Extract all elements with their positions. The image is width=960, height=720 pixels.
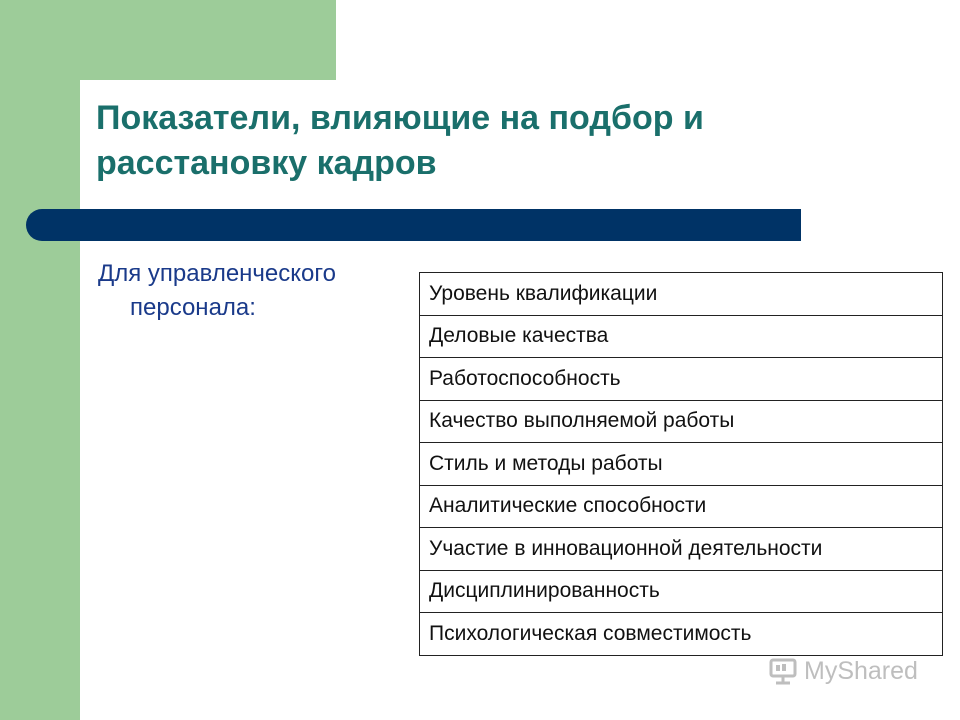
watermark-text: MyShared xyxy=(804,656,918,685)
criteria-cell: Дисциплинированность xyxy=(420,570,943,613)
table-row xyxy=(420,570,943,613)
table-row xyxy=(420,400,943,443)
intro-line-1: Для управленческого xyxy=(98,260,336,287)
criteria-table xyxy=(419,272,943,656)
table-row xyxy=(420,613,943,656)
criteria-cell: Участие в инновационной деятельности xyxy=(420,528,943,571)
criteria-cell: Уровень квалификации xyxy=(420,273,943,316)
table-row xyxy=(420,273,943,316)
intro-line-2: персонала: xyxy=(130,294,256,321)
criteria-cell: Стиль и методы работы xyxy=(420,443,943,486)
criteria-cell: Психологическая совместимость xyxy=(420,613,943,656)
watermark xyxy=(768,656,918,686)
criteria-cell: Аналитические способности xyxy=(420,485,943,528)
table-row xyxy=(420,443,943,486)
green-side-band xyxy=(0,0,80,720)
table-row xyxy=(420,358,943,401)
table-row xyxy=(420,485,943,528)
slide-title: Показатели, влияющие на подбор и расстановку кадров xyxy=(96,99,704,182)
criteria-cell: Качество выполняемой работы xyxy=(420,400,943,443)
table-row xyxy=(420,315,943,358)
green-top-band xyxy=(80,0,336,80)
table-row xyxy=(420,528,943,571)
criteria-cell: Работоспособность xyxy=(420,358,943,401)
title-underline-bar xyxy=(26,209,801,241)
presentation-board-icon xyxy=(768,656,798,686)
intro-text xyxy=(98,257,428,325)
criteria-cell: Деловые качества xyxy=(420,315,943,358)
